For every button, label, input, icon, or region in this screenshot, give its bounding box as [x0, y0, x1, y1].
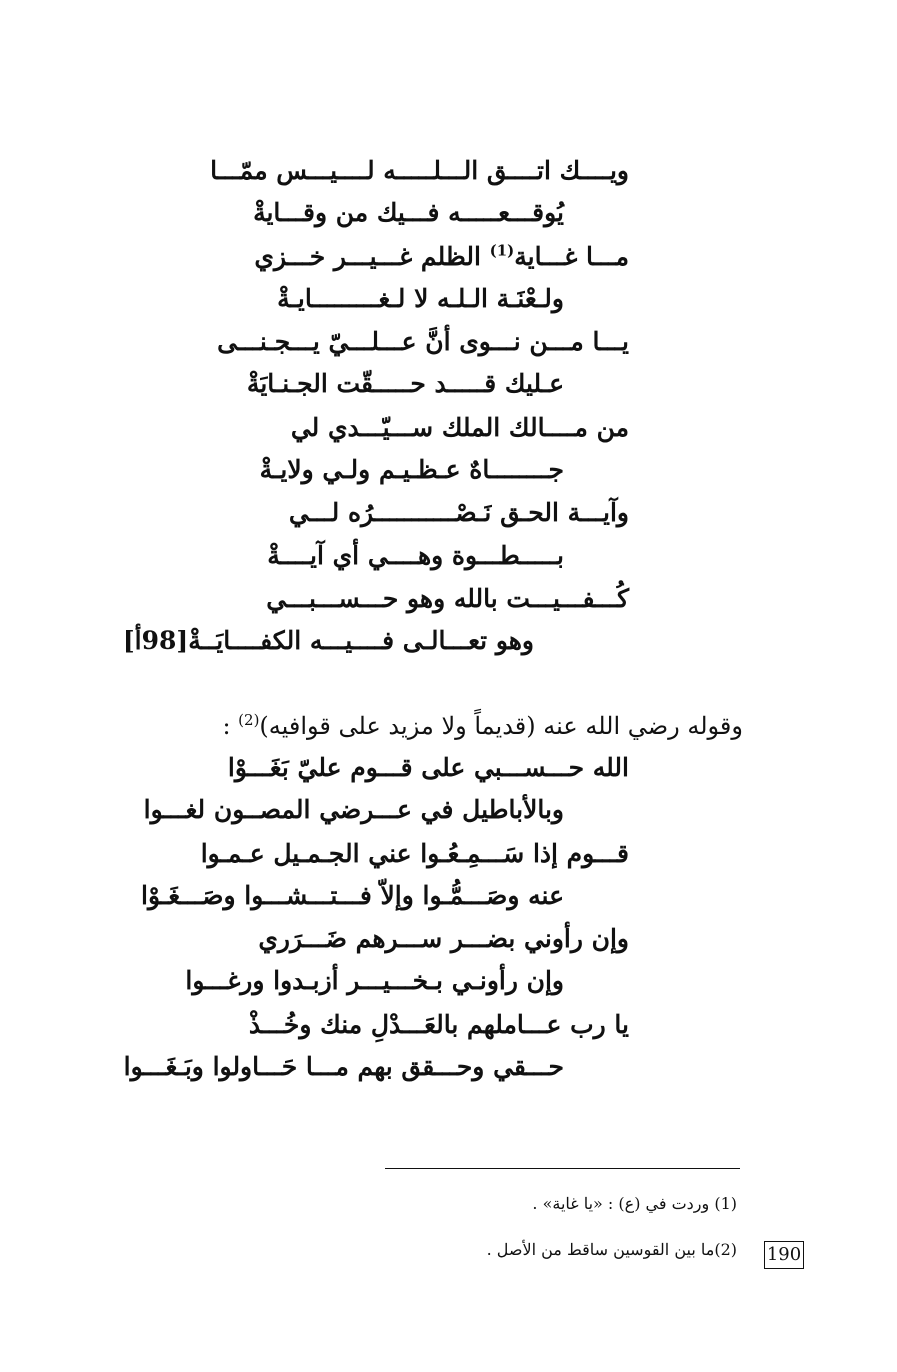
poem1-line-9: وآيـــة الحـق نَـصْـــــــــــرُه لـــي	[288, 498, 629, 527]
poem1-line-1: ويــــك اتــــق الـــلـــــه لــــيـــس ممّـــا	[210, 156, 629, 185]
poem1-line-3-end: الظلم غـــيـــر خـــزي	[254, 242, 490, 271]
poem1-line-6: عـليك قـــــد حـــــقّت الجـنـايَةْ	[246, 369, 564, 398]
poem2-intro	[222, 708, 743, 744]
poem2-line-4: عنه وصَـــمُّـوا وإلاّ فـــتـــشـــوا وصَـــغَـوْا	[141, 881, 564, 910]
poem2-line-7: يا رب عـــاملهم بالعَـــدْلِ منك وخُـــذْ	[248, 1010, 629, 1039]
page-number: 190	[764, 1241, 804, 1269]
poem1-line-8: جــــــــاهٌ عـظـيـم ولـي ولايـةْ	[259, 455, 564, 484]
poem2-line-6: وإن رأونـي بـخـــيـــر أزبـدوا ورغـــوا	[185, 966, 564, 995]
poem2-line-5: وإن رأوني بضـــر ســـرهم ضَـــرَري	[258, 924, 629, 953]
poem1-line-7: من مــــالك الملك ســـيّـــدي لي	[290, 413, 629, 442]
footnote-ref-1: (1)	[489, 241, 515, 260]
poem1-line-2: يُوقـــعـــــه فـــيك من وقـــايةْ	[253, 198, 564, 227]
poem2-line-1: الله حـــســـبي على قـــوم عليّ بَغَـــوْا	[227, 753, 629, 782]
footnote-divider	[385, 1168, 740, 1169]
poem1-line-12: وهو تعـــالـى فــــيـــه الكفــــايَــةْ[98أ]	[122, 626, 534, 655]
poem1-line-3	[254, 239, 629, 275]
poem1-line-5: يـــا مـــن نـــوى أنَّ عـــلـــيّ يـــجـنـــى	[217, 327, 629, 356]
footnote-1: (1) وردت في (ع) : «يا غاية» .	[532, 1194, 737, 1213]
poem2-line-8: حـــقي وحـــقق بهم مـــا حَـــاولوا وبَـغَـــوا	[123, 1052, 564, 1081]
footnote-2: (2)ما بين القوسين ساقط من الأصل .	[486, 1240, 737, 1259]
poem2-line-2: وبالأباطيل في عـــرضي المصــون لغـــوا	[143, 795, 564, 824]
poem1-line-3-start: مـــا غـــاية	[514, 242, 629, 271]
poem1-line-11: كُـــفـــيـــت بالله وهو حـــســـبـــي	[266, 584, 629, 613]
poem2-intro-text: وقوله رضي الله عنه (قديماً ولا مزيد على قوافيه)	[259, 712, 743, 740]
footnote-ref-2: (2)	[238, 711, 260, 729]
poem1-line-10: بـــــطـــوة وهــــي أي آيــــةْ	[267, 541, 564, 570]
poem1-line-4: ولـعْنَـة الـلـه لا لـغـــــــــايـةْ	[277, 284, 564, 313]
poem2-line-3: قـــوم إذا سَـــمِـعُـوا عني الجـمـيل عـمـوا	[200, 839, 629, 868]
poem2-intro-tail: :	[222, 712, 239, 740]
